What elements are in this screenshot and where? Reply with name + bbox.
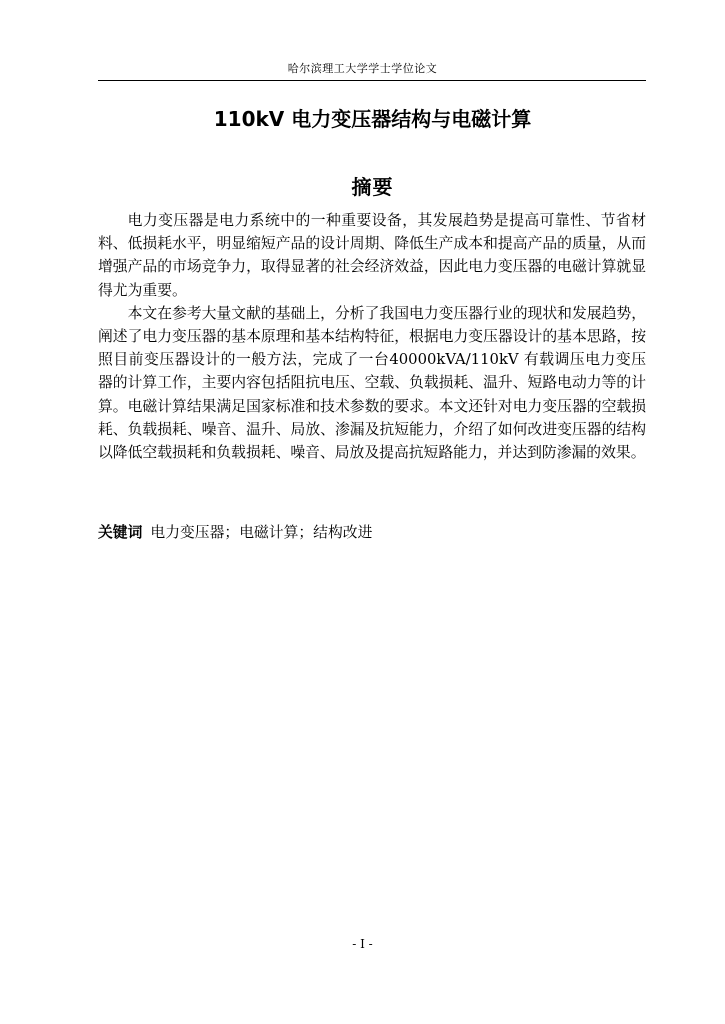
keywords-label: 关键词 (98, 524, 143, 541)
page-number: - I - (352, 937, 373, 951)
abstract-paragraph-1: 电力变压器是电力系统中的一种重要设备，其发展趋势是提高可靠性、节省材料、低损耗水平，明显缩短产品的设计周期、降低生产成本和提高产品的质量，从而增强产品的市场竞争力，取得显著的社会经济效益，因此电力变压器的电磁计算就显得尤为重要。 (98, 212, 646, 299)
keywords-text: 电力变压器；电磁计算；结构改进 (150, 524, 373, 541)
running-header: 哈尔滨理工大学学士学位论文 (287, 62, 438, 75)
abstract-heading: 摘要 (351, 175, 394, 199)
abstract-body (98, 209, 646, 464)
keywords-line (98, 521, 646, 544)
header-divider (98, 80, 646, 81)
abstract-paragraph-2: 本文在参考大量文献的基础上，分析了我国电力变压器行业的现状和发展趋势，阐述了电力变压器的基本原理和基本结构特征，根据电力变压器设计的基本思路，按照目前变压器设计的一般方法，完成了一台40000kVA/110kV 有载调压电力变压器的计算工作，主要内容包括阻抗电压、空载、负载损耗、温升、短路电动力等的计算。电磁计算结果满足国家标准和技术参数的要求。本文还针对电力变压器的空载损耗、负载损耗、噪音、温升、局放、渗漏及抗短能力，介绍了如何改进变压器的结构以降低空载损耗和负载损耗、噪音、局放及提高抗短路能力，并达到防渗漏的效果。 (98, 304, 646, 462)
thesis-title: 110kV 电力变压器结构与电磁计算 (213, 107, 532, 131)
